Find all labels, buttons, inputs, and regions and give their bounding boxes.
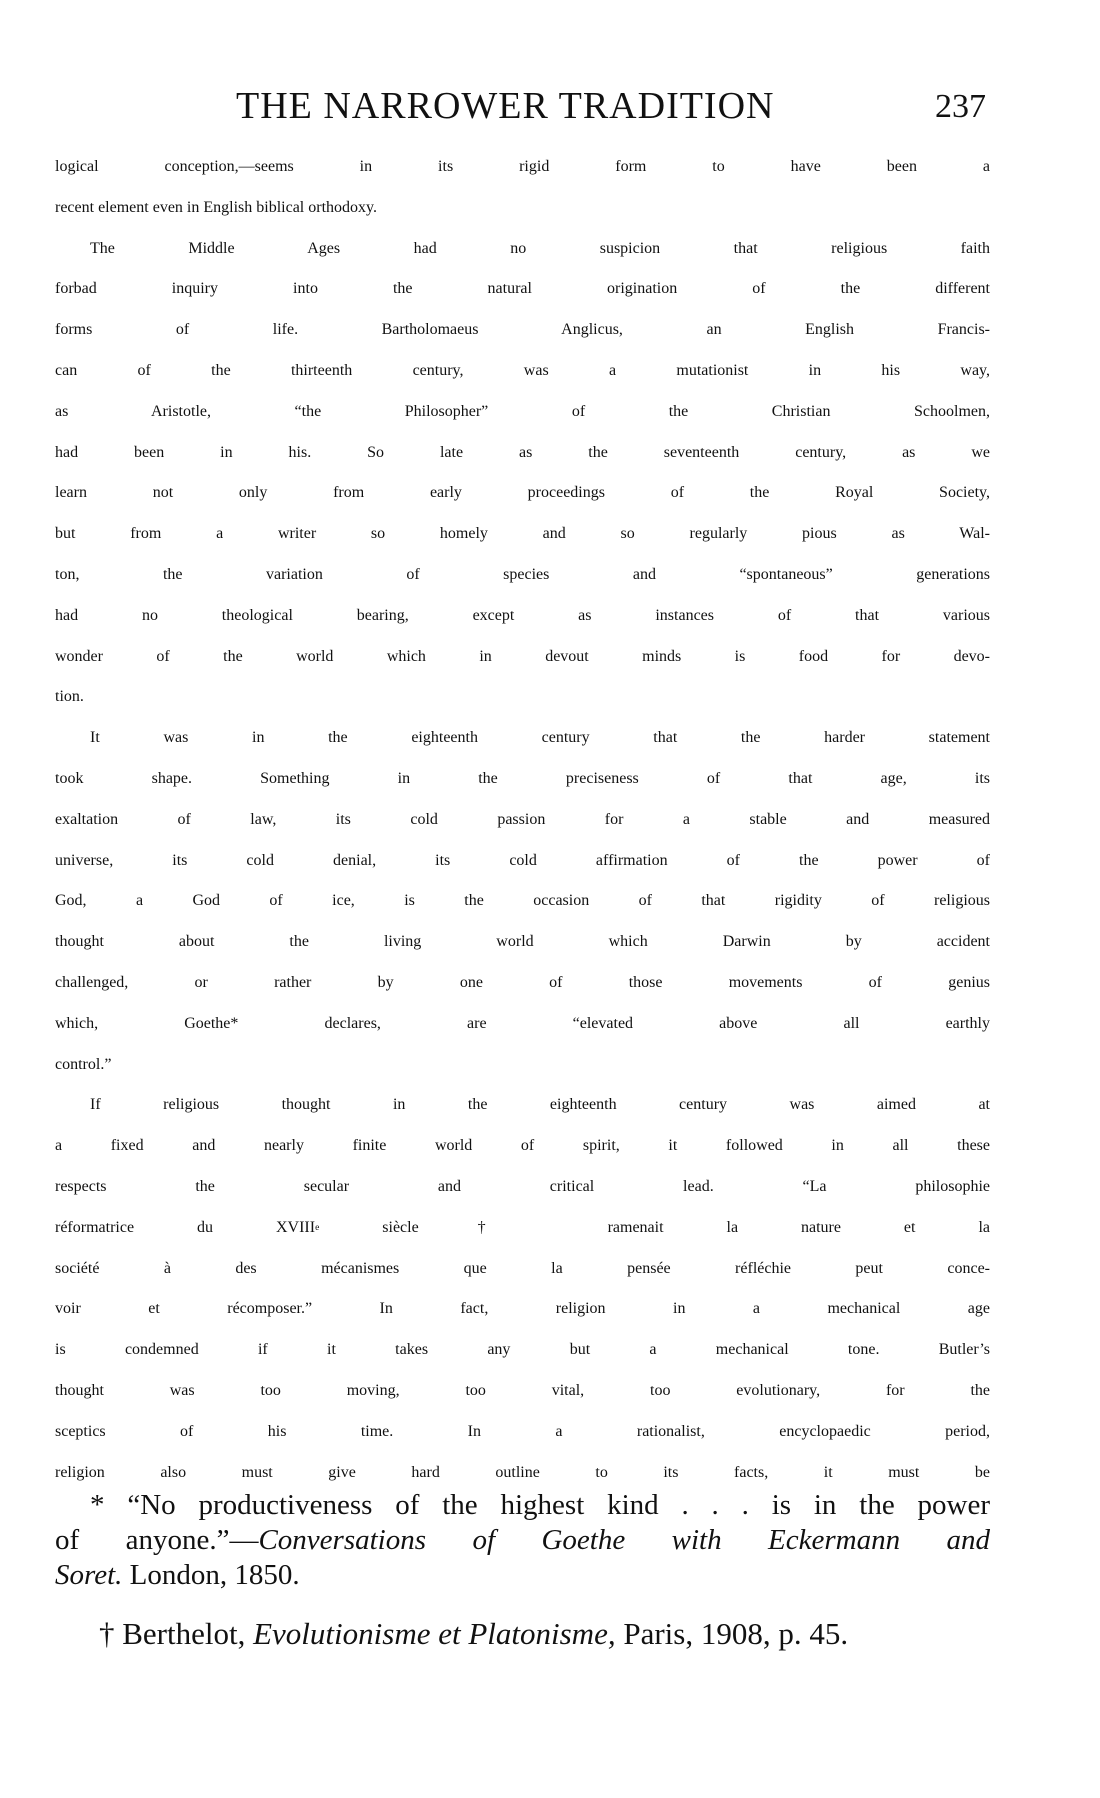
text-line: universe, its cold denial, its cold affirmation of the power of (55, 851, 990, 869)
text-line: tion. (55, 688, 84, 706)
text-line: as Aristotle, “the Philosopher” of the Christian Schoolmen, (55, 402, 990, 420)
text-line: forms of life. Bartholomaeus Anglicus, an English Francis- (55, 321, 990, 339)
footnote-mark: † Berthelot, (99, 1616, 254, 1651)
text-line: learn not only from early proceedings of the Royal Society, (55, 484, 990, 502)
text-line: a fixed and nearly finite world of spirit, it followed in all these (55, 1137, 990, 1155)
text-line: challenged, or rather by one of those movements of genius (55, 973, 990, 991)
text-line (55, 1219, 990, 1260)
text-line: If religious thought in the eighteenth century was aimed at (90, 1096, 990, 1114)
paragraph-1 (55, 158, 990, 240)
text-line: is condemned if it takes any but a mechanical tone. Butler’s (55, 1341, 990, 1359)
footnote-1-line (55, 1558, 990, 1593)
text-line: control.” (55, 1055, 112, 1073)
text-line: société à des mécanismes que la pensée réfléchie peut conce- (55, 1259, 990, 1277)
footnote-title-italic: Evolutionisme et Platonisme, (253, 1616, 616, 1651)
page-number: 237 (935, 88, 986, 125)
text-line: thought was too moving, too vital, too evolutionary, for the (55, 1381, 990, 1399)
running-title: THE NARROWER TRADITION (236, 85, 775, 127)
text-line: sceptics of his time. In a rationalist, encyclopaedic period, (55, 1422, 990, 1440)
text-line: voir et récomposer.” In fact, religion in a mechanical age (55, 1300, 990, 1318)
text-line: exaltation of law, its cold passion for a stable and measured (55, 810, 990, 828)
text-line: forbad inquiry into the natural origination of the different (55, 280, 990, 298)
superscript: e (315, 1221, 320, 1233)
footnote-title-italic: Soret. (55, 1559, 123, 1591)
paragraph-2 (55, 240, 990, 730)
text-line: can of the thirteenth century, was a mutationist in his way, (55, 361, 990, 379)
footnote-2 (55, 1616, 990, 1652)
text-fragment: siècle† ramenait la nature et la (319, 1218, 990, 1236)
text-line: thought about the living world which Darwin by accident (55, 933, 990, 951)
paragraph-4 (55, 1096, 990, 1504)
text-line: had been in his. So late as the seventeenth century, as we (55, 443, 990, 461)
text-line: which, Goethe* declares, are “elevated above all earthly (55, 1014, 990, 1032)
text-fragment: réformatrice du XVIII (55, 1218, 316, 1236)
text-line: religion also must give hard outline to its facts, it must be (55, 1463, 990, 1481)
footnote-text: of anyone.”— (55, 1524, 259, 1556)
footnote-text: Paris, 1908, p. 45. (615, 1616, 849, 1651)
text-line: took shape. Something in the preciseness of that age, its (55, 769, 990, 787)
text-line: had no theological bearing, except as instances of that various (55, 606, 990, 624)
text-line: wonder of the world which in devout minds is food for devo- (55, 647, 990, 665)
footnote-title-italic: Conversations of Goethe with Eckermann and (258, 1524, 991, 1556)
text-line: The Middle Ages had no suspicion that religious faith (90, 239, 990, 257)
body-text (55, 158, 990, 1504)
text-line: It was in the eighteenth century that the harder statement (90, 729, 990, 747)
text-line: ton, the variation of species and “spontaneous” generations (55, 565, 990, 583)
footnote-text: London, 1850. (122, 1559, 300, 1591)
footnote-1-line (55, 1523, 990, 1558)
footnote-1-line: * “No productiveness of the highest kind . . . is in the power (90, 1489, 990, 1521)
text-line: respects the secular and critical lead. “La philosophie (55, 1177, 990, 1195)
footnotes (55, 1488, 990, 1652)
text-line: but from a writer so homely and so regularly pious as Wal- (55, 525, 990, 543)
paragraph-3 (55, 729, 990, 1096)
text-line: logical conception,—seems in its rigid form to have been a (55, 158, 990, 175)
text-line: recent element even in English biblical orthodoxy. (55, 198, 377, 216)
text-line: God, a God of ice, is the occasion of that rigidity of religious (55, 892, 990, 910)
